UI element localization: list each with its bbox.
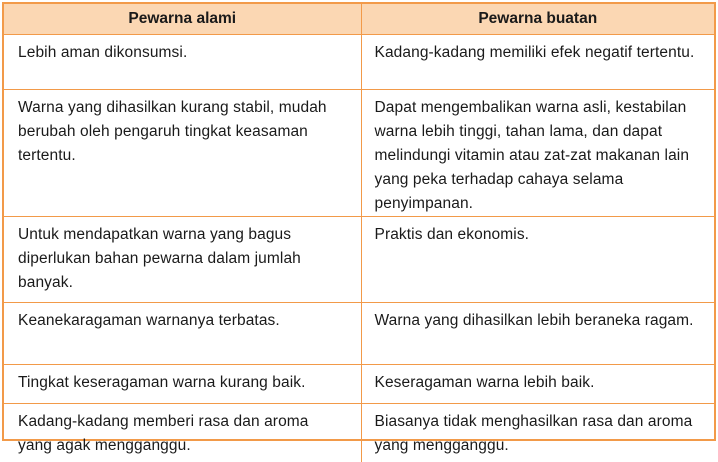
cell-pewarna-buatan	[361, 365, 714, 404]
cell-text: Biasanya tidak menghasilkan rasa dan aroma yang mengganggu.	[375, 410, 701, 458]
column-header-pewarna-alami: Pewarna alami	[4, 4, 361, 35]
cell-text: Praktis dan ekonomis.	[375, 223, 701, 247]
table-row	[4, 303, 714, 365]
cell-pewarna-alami	[4, 90, 361, 217]
cell-text: Keanekaragaman warnanya terbatas.	[18, 309, 347, 333]
cell-pewarna-alami	[4, 35, 361, 90]
comparison-table-frame	[2, 2, 716, 441]
cell-text: Untuk mendapatkan warna yang bagus diperlukan bahan pewarna dalam jumlah banyak.	[18, 223, 347, 295]
cell-text: Warna yang dihasilkan kurang stabil, mudah berubah oleh pengaruh tingkat keasaman tertentu.	[18, 96, 347, 168]
cell-text: Keseragaman warna lebih baik.	[375, 371, 701, 395]
cell-text: Tingkat keseragaman warna kurang baik.	[18, 371, 347, 395]
cell-pewarna-buatan	[361, 404, 714, 462]
column-header-pewarna-buatan: Pewarna buatan	[361, 4, 714, 35]
cell-pewarna-alami	[4, 404, 361, 462]
cell-text: Kadang-kadang memiliki efek negatif tertentu.	[375, 41, 701, 65]
cell-pewarna-alami	[4, 217, 361, 303]
cell-pewarna-buatan	[361, 35, 714, 90]
table-row	[4, 365, 714, 404]
cell-pewarna-buatan	[361, 90, 714, 217]
cell-pewarna-buatan	[361, 217, 714, 303]
table-row	[4, 217, 714, 303]
cell-pewarna-buatan	[361, 303, 714, 365]
comparison-table	[4, 4, 714, 462]
table-row	[4, 90, 714, 217]
cell-text: Lebih aman dikonsumsi.	[18, 41, 347, 65]
cell-pewarna-alami	[4, 303, 361, 365]
table-header-row	[4, 4, 714, 35]
cell-text: Warna yang dihasilkan lebih beraneka ragam.	[375, 309, 701, 333]
table-row	[4, 35, 714, 90]
cell-text: Kadang-kadang memberi rasa dan aroma yang agak mengganggu.	[18, 410, 347, 458]
cell-text: Dapat mengembalikan warna asli, kestabilan warna lebih tinggi, tahan lama, dan dapat melindungi vitamin atau zat-zat makanan lain yang peka terhadap cahaya selama penyimpanan.	[375, 96, 701, 216]
table-row	[4, 404, 714, 462]
cell-pewarna-alami	[4, 365, 361, 404]
